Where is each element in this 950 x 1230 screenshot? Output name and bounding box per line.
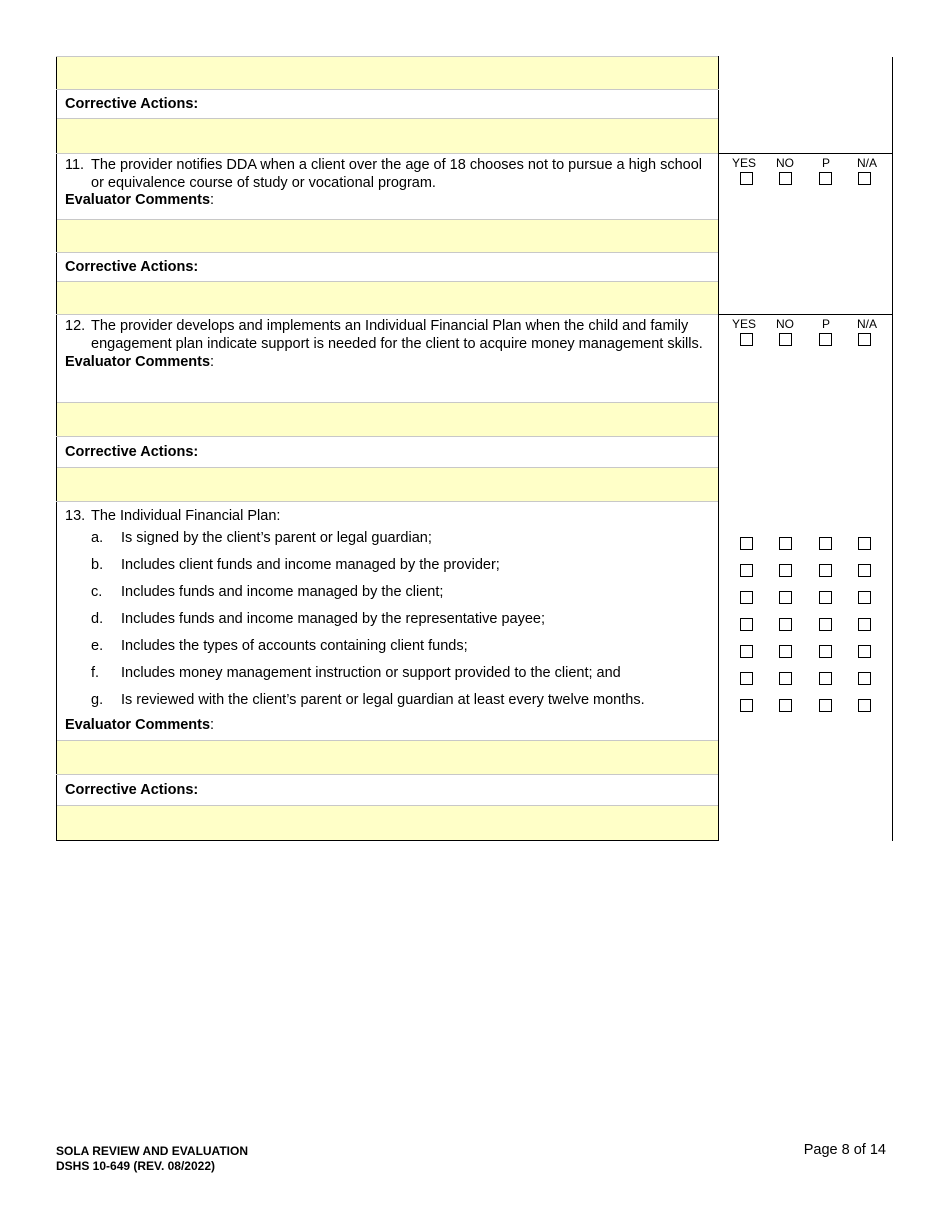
question-11: [57, 154, 719, 220]
question-13: [57, 502, 719, 741]
no-checkbox[interactable]: [779, 699, 792, 712]
answer-header: YES NO P N/A: [731, 317, 877, 331]
yes-checkbox[interactable]: [740, 645, 753, 658]
question-number: 11.: [65, 157, 85, 173]
no-checkbox[interactable]: [779, 537, 792, 550]
p-checkbox[interactable]: [819, 591, 832, 604]
corrective-actions-field-q13[interactable]: [57, 806, 719, 841]
no-checkbox[interactable]: [779, 672, 792, 685]
na-checkbox[interactable]: [858, 333, 871, 346]
corrective-actions-label-q12: Corrective Actions:: [57, 437, 719, 468]
question-text: The provider notifies DDA when a client over the age of 18 chooses not to pursue a high school or equivalence course of study or vocational program.: [91, 157, 702, 191]
answer-cell-q11: [719, 154, 893, 315]
answer-checkboxes-q11: [719, 170, 892, 185]
p-checkbox[interactable]: [819, 645, 832, 658]
no-checkbox[interactable]: [779, 564, 792, 577]
no-checkbox[interactable]: [779, 618, 792, 631]
form-number: DSHS 10-649 (REV. 08/2022): [56, 1159, 215, 1173]
answer-checkboxes-q12: [719, 331, 892, 346]
answer-checkboxes-row: [719, 557, 892, 584]
answer-checkboxes-row: [719, 692, 892, 719]
question-number: 12.: [65, 318, 86, 334]
no-checkbox[interactable]: [779, 333, 792, 346]
question-text: The provider develops and implements an Individual Financial Plan when the child and family engagement plan indicate support is needed for the client to acquire money management skills.: [91, 318, 703, 352]
p-checkbox[interactable]: [819, 699, 832, 712]
evaluator-comments-field-q11[interactable]: [57, 220, 719, 253]
answer-checkboxes-row: [719, 584, 892, 611]
evaluator-comments-field-q12[interactable]: [57, 403, 719, 437]
list-item: g. Is reviewed with the client’s parent or legal guardian at least every twelve months.: [91, 692, 645, 709]
no-checkbox[interactable]: [779, 645, 792, 658]
p-checkbox[interactable]: [819, 333, 832, 346]
na-checkbox[interactable]: [858, 672, 871, 685]
na-checkbox[interactable]: [858, 564, 871, 577]
no-checkbox[interactable]: [779, 172, 792, 185]
na-checkbox[interactable]: [858, 591, 871, 604]
evaluation-form-table: [56, 56, 893, 841]
no-checkbox[interactable]: [779, 591, 792, 604]
na-checkbox[interactable]: [858, 645, 871, 658]
answer-checkboxes-row: [719, 638, 892, 665]
corrective-actions-field-q11[interactable]: [57, 282, 719, 315]
p-checkbox[interactable]: [819, 564, 832, 577]
corrective-actions-field-q12[interactable]: [57, 468, 719, 502]
answer-cell-q12: [719, 315, 893, 502]
evaluator-comments-label-q12: Evaluator Comments:: [65, 354, 215, 370]
answer-cell-q10: [719, 57, 893, 154]
evaluator-comments-label-q11: Evaluator Comments:: [65, 192, 215, 208]
na-checkbox[interactable]: [858, 172, 871, 185]
yes-checkbox[interactable]: [740, 618, 753, 631]
list-item: d. Includes funds and income managed by the representative payee;: [91, 611, 545, 628]
list-item: f. Includes money management instruction or support provided to the client; and: [91, 665, 621, 682]
na-checkbox[interactable]: [858, 618, 871, 631]
yes-checkbox[interactable]: [740, 591, 753, 604]
na-checkbox[interactable]: [858, 699, 871, 712]
list-item: a. Is signed by the client’s parent or legal guardian;: [91, 530, 432, 547]
answer-header: YES NO P N/A: [731, 156, 877, 170]
list-item: b. Includes client funds and income managed by the provider;: [91, 557, 500, 574]
answer-checkboxes-row: [719, 611, 892, 638]
yes-checkbox[interactable]: [740, 699, 753, 712]
yes-checkbox[interactable]: [740, 172, 753, 185]
corrective-actions-field-q10[interactable]: [57, 119, 719, 154]
yes-checkbox[interactable]: [740, 333, 753, 346]
list-item: c. Includes funds and income managed by the client;: [91, 584, 444, 601]
evaluator-comments-label-q13: Evaluator Comments:: [65, 716, 215, 733]
corrective-actions-label-q13: Corrective Actions:: [57, 775, 719, 806]
p-checkbox[interactable]: [819, 172, 832, 185]
p-checkbox[interactable]: [819, 618, 832, 631]
p-checkbox[interactable]: [819, 537, 832, 550]
answer-checkbox-grid-q13: [719, 530, 892, 719]
answer-checkboxes-row: [719, 530, 892, 557]
question-12: [57, 315, 719, 403]
answer-cell-q13: [719, 502, 893, 841]
na-checkbox[interactable]: [858, 537, 871, 550]
corrective-actions-label-q10: Corrective Actions:: [57, 90, 719, 119]
form-footer: [56, 1144, 248, 1174]
answer-checkboxes-row: [719, 665, 892, 692]
question-number: 13.: [65, 508, 86, 524]
list-item: e. Includes the types of accounts containing client funds;: [91, 638, 468, 655]
yes-checkbox[interactable]: [740, 537, 753, 550]
evaluator-comments-field-q13[interactable]: [57, 741, 719, 775]
yes-checkbox[interactable]: [740, 564, 753, 577]
page-number: Page 8 of 14: [803, 1142, 886, 1158]
question-text: The Individual Financial Plan:: [91, 508, 281, 524]
yes-checkbox[interactable]: [740, 672, 753, 685]
sub-item-list: [65, 526, 710, 715]
corrective-actions-label-q11: Corrective Actions:: [57, 253, 719, 282]
evaluator-comments-field-q10[interactable]: [57, 57, 719, 90]
form-title: SOLA REVIEW AND EVALUATION: [56, 1144, 248, 1158]
p-checkbox[interactable]: [819, 672, 832, 685]
